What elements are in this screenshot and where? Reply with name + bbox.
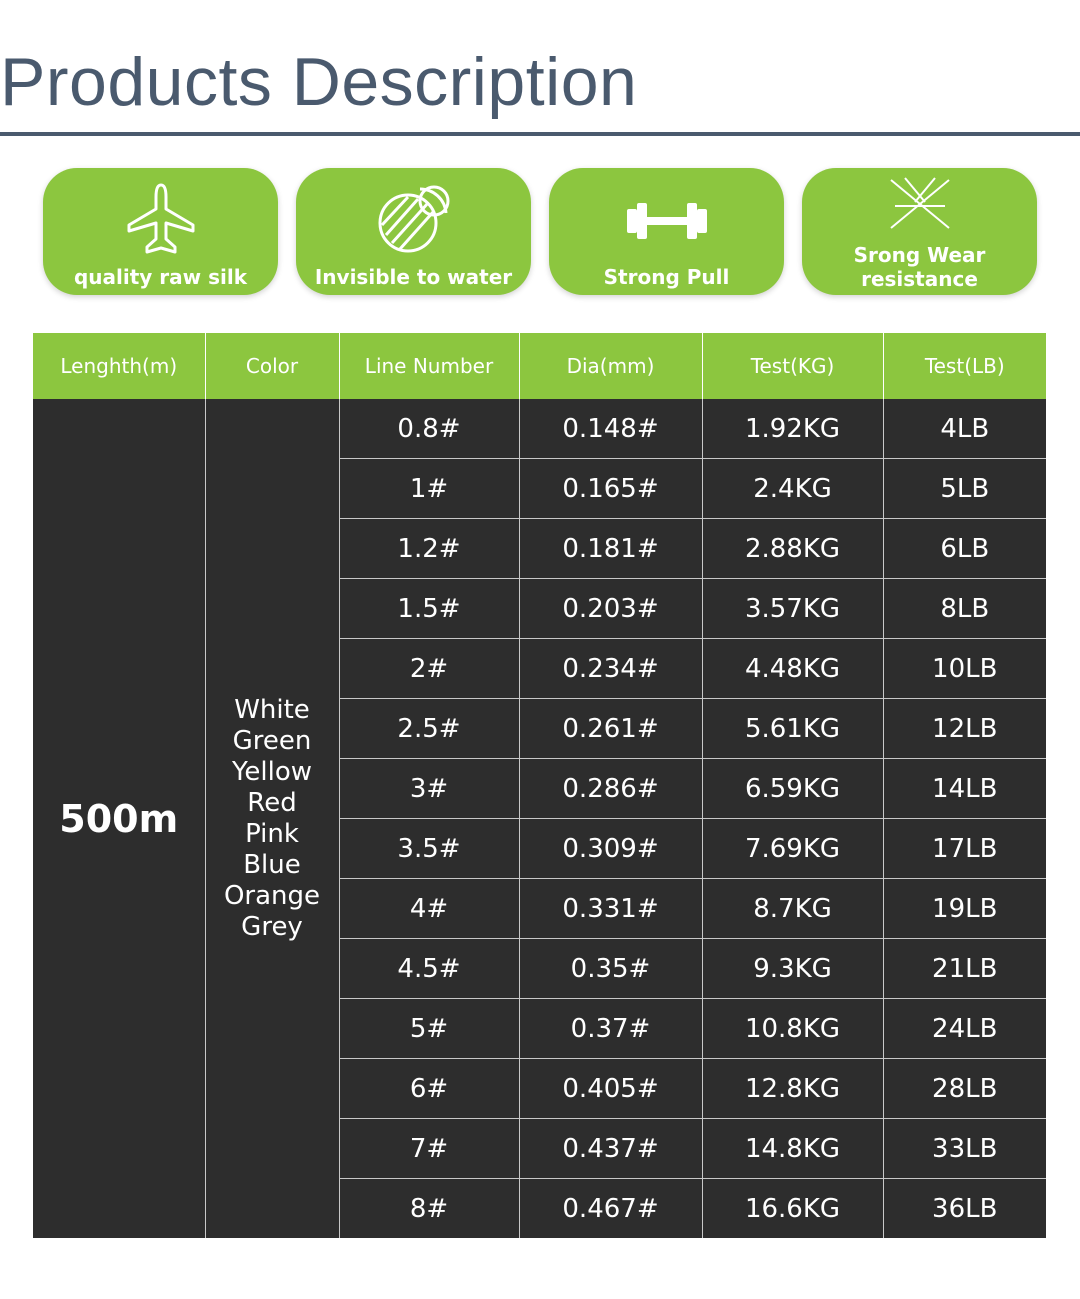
cell-line-number: 7# [339, 1119, 519, 1179]
cell-line-number: 0.8# [339, 399, 519, 459]
feature-card-strong-pull [549, 168, 784, 295]
cell-test-kg: 4.48KG [702, 639, 883, 699]
cell-color-list [205, 399, 339, 1238]
cell-line-number: 2.5# [339, 699, 519, 759]
cell-diameter: 0.181# [519, 519, 702, 579]
feature-label: Strong Pull [603, 265, 730, 289]
color-item: White [234, 694, 310, 725]
cell-line-number: 1.5# [339, 579, 519, 639]
feature-card-wear-resistance [802, 168, 1037, 295]
header-test-lb: Test(LB) [883, 333, 1046, 399]
cell-diameter: 0.437# [519, 1119, 702, 1179]
color-item: Yellow [231, 756, 313, 787]
cell-diameter: 0.331# [519, 879, 702, 939]
cell-diameter: 0.467# [519, 1179, 702, 1239]
cell-diameter: 0.165# [519, 459, 702, 519]
header-line-number: Line Number [339, 333, 519, 399]
cell-test-lb: 12LB [883, 699, 1046, 759]
cell-line-number: 2# [339, 639, 519, 699]
cell-test-kg: 14.8KG [702, 1119, 883, 1179]
cell-test-kg: 2.88KG [702, 519, 883, 579]
cell-test-lb: 19LB [883, 879, 1046, 939]
cell-test-lb: 28LB [883, 1059, 1046, 1119]
page-title: Products Description [0, 44, 638, 120]
airplane-icon [43, 176, 278, 262]
header-length: Lenghth(m) [33, 333, 205, 399]
cell-diameter: 0.148# [519, 399, 702, 459]
cell-line-number: 3.5# [339, 819, 519, 879]
cell-test-lb: 4LB [883, 399, 1046, 459]
cell-test-lb: 6LB [883, 519, 1046, 579]
header-color: Color [205, 333, 339, 399]
spec-table [33, 333, 1046, 1238]
cell-diameter: 0.309# [519, 819, 702, 879]
cell-line-number: 1# [339, 459, 519, 519]
table-header-row [33, 333, 1046, 399]
color-item: Blue [243, 849, 301, 880]
feature-label: Srong Wear resistance [853, 243, 986, 291]
cell-test-lb: 21LB [883, 939, 1046, 999]
table-body [33, 399, 1046, 1238]
cell-test-kg: 16.6KG [702, 1179, 883, 1239]
cell-diameter: 0.286# [519, 759, 702, 819]
color-item: Green [232, 725, 312, 756]
cell-line-number: 6# [339, 1059, 519, 1119]
cell-test-lb: 5LB [883, 459, 1046, 519]
color-item: Orange [223, 880, 321, 911]
water-drop-icon [296, 176, 531, 262]
cell-test-lb: 36LB [883, 1179, 1046, 1239]
cell-test-kg: 1.92KG [702, 399, 883, 459]
cell-line-number: 3# [339, 759, 519, 819]
cell-diameter: 0.37# [519, 999, 702, 1059]
crossed-lines-icon [802, 172, 1037, 236]
cell-line-number: 1.2# [339, 519, 519, 579]
feature-label: Invisible to water [314, 265, 513, 289]
cell-diameter: 0.203# [519, 579, 702, 639]
feature-label: quality raw silk [73, 265, 248, 289]
cell-test-kg: 6.59KG [702, 759, 883, 819]
feature-card-invisible [296, 168, 531, 295]
cell-diameter: 0.35# [519, 939, 702, 999]
header-diameter: Dia(mm) [519, 333, 702, 399]
title-divider [0, 132, 1080, 136]
color-item: Grey [241, 911, 303, 942]
cell-test-kg: 12.8KG [702, 1059, 883, 1119]
cell-test-lb: 17LB [883, 819, 1046, 879]
cell-test-lb: 33LB [883, 1119, 1046, 1179]
cell-test-kg: 9.3KG [702, 939, 883, 999]
cell-test-kg: 2.4KG [702, 459, 883, 519]
cell-test-kg: 10.8KG [702, 999, 883, 1059]
header-test-kg: Test(KG) [702, 333, 883, 399]
cell-diameter: 0.261# [519, 699, 702, 759]
cell-length: 500m [33, 399, 205, 1238]
color-item: Red [247, 787, 297, 818]
dumbbell-icon [549, 176, 784, 262]
cell-diameter: 0.405# [519, 1059, 702, 1119]
cell-test-lb: 24LB [883, 999, 1046, 1059]
cell-line-number: 4.5# [339, 939, 519, 999]
cell-test-kg: 7.69KG [702, 819, 883, 879]
table-row [33, 399, 1046, 459]
cell-test-lb: 14LB [883, 759, 1046, 819]
cell-diameter: 0.234# [519, 639, 702, 699]
cell-test-kg: 8.7KG [702, 879, 883, 939]
cell-line-number: 8# [339, 1179, 519, 1239]
color-item: Pink [245, 818, 299, 849]
cell-test-kg: 3.57KG [702, 579, 883, 639]
cell-test-kg: 5.61KG [702, 699, 883, 759]
cell-line-number: 5# [339, 999, 519, 1059]
feature-card-quality [43, 168, 278, 295]
cell-test-lb: 10LB [883, 639, 1046, 699]
cell-line-number: 4# [339, 879, 519, 939]
cell-test-lb: 8LB [883, 579, 1046, 639]
